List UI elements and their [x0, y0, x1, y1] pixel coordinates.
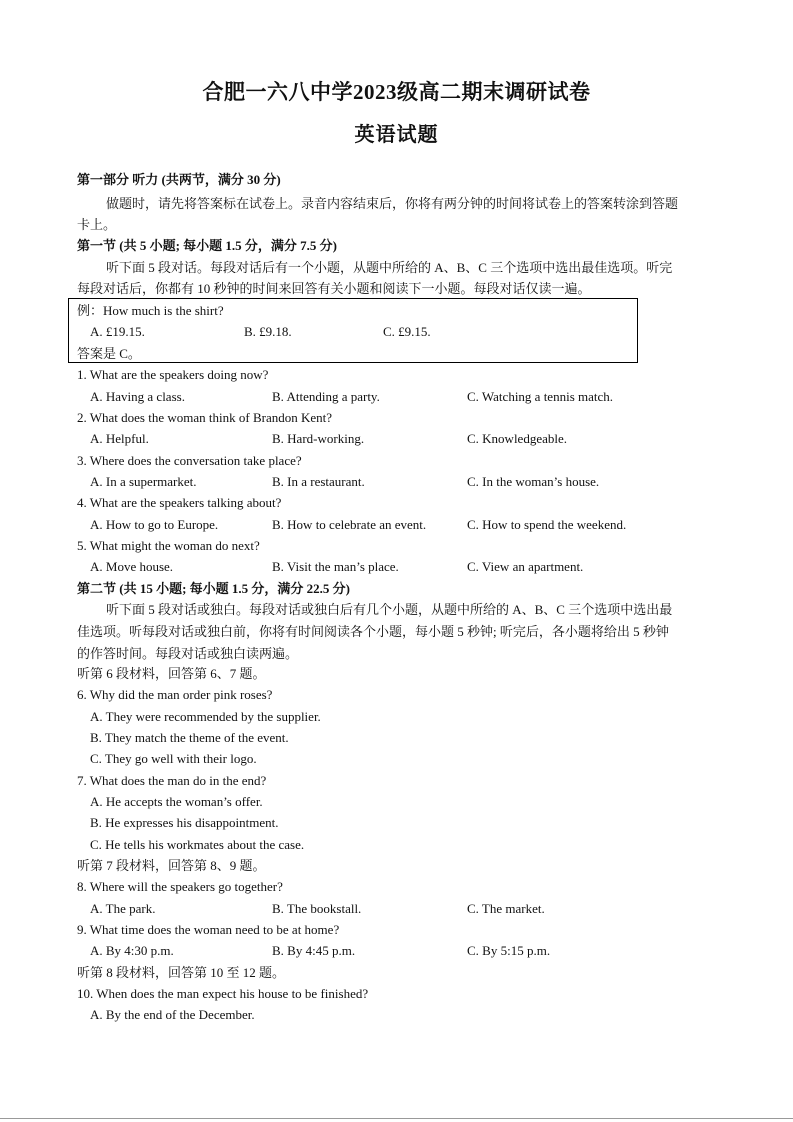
- q5-option-b: B. Visit the man’s place.: [272, 559, 399, 574]
- question-1: 1. What are the speakers doing now?: [77, 367, 269, 382]
- q1-option-c: C. Watching a tennis match.: [467, 389, 614, 404]
- q3-option-b: B. In a restaurant.: [272, 474, 365, 489]
- q6-option-a: A. They were recommended by the supplier.: [90, 709, 321, 724]
- question-4: 4. What are the speakers talking about?: [77, 495, 282, 510]
- section2-intro-line1: 听下面 5 段对话或独白。每段对话或独白后有几个小题，从题中所给的 A、B、C 三个选项中选出最: [106, 602, 673, 617]
- exam-title: 合肥一六八中学2023级高二期末调研试卷: [202, 80, 591, 104]
- example-option-a: A. £19.15.: [90, 324, 145, 339]
- q9-option-c: C. By 5:15 p.m.: [467, 943, 551, 958]
- q4-option-b: B. How to celebrate an event.: [272, 517, 427, 532]
- q7-option-a: A. He accepts the woman’s offer.: [90, 794, 263, 809]
- example-answer: 答案是 C。: [77, 346, 141, 361]
- q3-option-a: A. In a supermarket.: [90, 474, 197, 489]
- question-6: 6. Why did the man order pink roses?: [77, 687, 273, 702]
- q2-option-b: B. Hard-working.: [272, 431, 365, 446]
- question-3: 3. Where does the conversation take place?: [77, 453, 302, 468]
- q5-option-a: A. Move house.: [90, 559, 174, 574]
- section2-heading: 第二节 (共 15 小题; 每小题 1.5 分，满分 22.5 分): [77, 581, 350, 596]
- q8-option-a: A. The park.: [90, 901, 156, 916]
- q9-option-a: A. By 4:30 p.m.: [90, 943, 174, 958]
- q5-option-c: C. View an apartment.: [467, 559, 584, 574]
- example-option-c: C. £9.15.: [383, 324, 431, 339]
- q4-option-c: C. How to spend the weekend.: [467, 517, 627, 532]
- part1-intro-line2: 卡上。: [77, 217, 117, 232]
- q9-option-b: B. By 4:45 p.m.: [272, 943, 356, 958]
- question-7: 7. What does the man do in the end?: [77, 773, 267, 788]
- question-10: 10. When does the man expect his house to be finished?: [77, 986, 369, 1001]
- q8-option-c: C. The market.: [467, 901, 545, 916]
- part1-intro-line1: 做题时，请先将答案标在试卷上。录音内容结束后，你将有两分钟的时间将试卷上的答案转涂到答题: [106, 196, 679, 211]
- material-6-instruction: 听第 6 段材料，回答第 6、7 题。: [77, 666, 266, 681]
- exam-subtitle: 英语试题: [354, 124, 439, 146]
- example-question: 例：How much is the shirt?: [77, 303, 224, 318]
- section1-intro-line1: 听下面 5 段对话。每段对话后有一个小题，从题中所给的 A、B、C 三个选项中选出最佳选项。听完: [106, 260, 673, 275]
- page-bottom-rule: [0, 1118, 793, 1119]
- q2-option-c: C. Knowledgeable.: [467, 431, 568, 446]
- question-9: 9. What time does the woman need to be at home?: [77, 922, 340, 937]
- section1-heading: 第一节 (共 5 小题; 每小题 1.5 分，满分 7.5 分): [77, 238, 337, 253]
- material-8-instruction: 听第 8 段材料，回答第 10 至 12 题。: [77, 965, 286, 980]
- section1-intro-line2: 每段对话后，你都有 10 秒钟的时间来回答有关小题和阅读下一小题。每段对话仅读一遍。: [77, 281, 591, 296]
- q2-option-a: A. Helpful.: [90, 431, 149, 446]
- section2-intro-line2: 佳选项。听每段对话或独白前，你将有时间阅读各个小题，每小题 5 秒钟; 听完后，各小题将给出 5 秒钟: [77, 624, 669, 639]
- q3-option-c: C. In the woman’s house.: [467, 474, 600, 489]
- question-2: 2. What does the woman think of Brandon Kent?: [77, 410, 333, 425]
- q1-option-b: B. Attending a party.: [272, 389, 380, 404]
- q7-option-b: B. He expresses his disappointment.: [90, 815, 279, 830]
- section2-intro-line3: 的作答时间。每段对话或独白读两遍。: [77, 646, 299, 661]
- question-8: 8. Where will the speakers go together?: [77, 879, 283, 894]
- q10-option-a: A. By the end of the December.: [90, 1007, 255, 1022]
- q6-option-b: B. They match the theme of the event.: [90, 730, 289, 745]
- q6-option-c: C. They go well with their logo.: [90, 751, 257, 766]
- q7-option-c: C. He tells his workmates about the case.: [90, 837, 305, 852]
- q4-option-a: A. How to go to Europe.: [90, 517, 219, 532]
- part1-heading: 第一部分 听力 (共两节，满分 30 分): [77, 172, 281, 187]
- question-5: 5. What might the woman do next?: [77, 538, 260, 553]
- material-7-instruction: 听第 7 段材料，回答第 8、9 题。: [77, 858, 266, 873]
- q8-option-b: B. The bookstall.: [272, 901, 362, 916]
- q1-option-a: A. Having a class.: [90, 389, 185, 404]
- example-option-b: B. £9.18.: [244, 324, 292, 339]
